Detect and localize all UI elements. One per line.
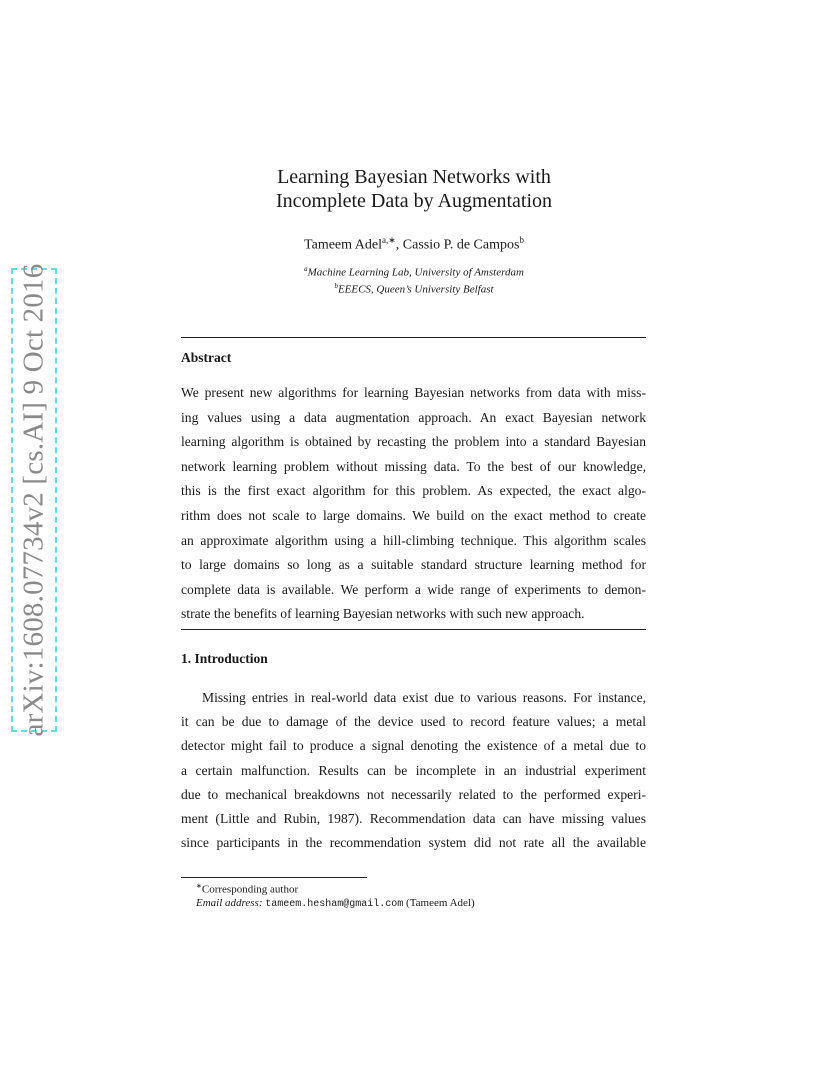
abstract-line: strate the benefits of learning Bayesian networks with such new approach. [181, 606, 585, 622]
affiliations [0, 263, 828, 296]
abstract-heading: Abstract [181, 350, 232, 365]
abstract-line: network learning problem without missing data. To the best of our knowledge, [181, 458, 646, 474]
intro-line: ment (Little and Rubin, 1987). Recommendation data can have missing values [181, 811, 646, 827]
abstract-bottom-rule [181, 629, 646, 630]
author-2-marks: b [519, 235, 524, 245]
affiliation-a [0, 263, 828, 280]
arxiv-stamp [11, 263, 57, 737]
abstract-line: learning algorithm is obtained by recasting the problem into a standard Bayesian [181, 434, 646, 450]
affiliation-b-text: EEECS, Queen’s University Belfast [337, 283, 494, 296]
affiliation-a-mark: a [304, 265, 308, 273]
email-owner: (Tameem Adel) [406, 896, 475, 909]
footnote-corresponding-text: Corresponding author [201, 883, 299, 896]
intro-line: Missing entries in real-world data exist due to various reasons. For instance, [202, 690, 646, 705]
email-label: Email address: [196, 896, 263, 909]
intro-line: a certain malfunction. Results can be incomplete in an industrial experiment [181, 762, 646, 778]
abstract-line: complete data is available. We perform a wide range of experiments to demon- [181, 581, 646, 597]
abstract-body [181, 381, 646, 627]
email-address: tameem.hesham@gmail.com [265, 898, 404, 910]
abstract-line: We present new algorithms for learning Bayesian networks from data with miss- [181, 385, 646, 400]
author-list [0, 235, 828, 254]
footnote [196, 880, 475, 911]
footnote-rule [181, 877, 367, 878]
author-name-1: Tameem Adel [304, 237, 382, 253]
author-name-2: Cassio P. de Campos [402, 237, 520, 253]
intro-line: due to mechanical breakdowns not necessarily related to the performed experi- [181, 786, 646, 802]
affiliation-a-text: Machine Learning Lab, University of Amsterdam [307, 266, 524, 279]
footnote-mark: ∗ [196, 882, 202, 890]
introduction-body [181, 686, 646, 855]
title-line-2: Incomplete Data by Augmentation [275, 190, 553, 212]
abstract-line: ing values using a data augmentation approach. An exact Bayesian network [181, 409, 646, 425]
affiliation-b-mark: b [334, 281, 338, 290]
abstract-line: this is the first exact algorithm for this problem. As expected, the exact algo- [181, 483, 646, 499]
intro-line: detector might fail to produce a signal denoting the existence of a metal due to [181, 738, 646, 754]
abstract-line: to large domains so long as a suitable standard structure learning method for [181, 557, 646, 573]
author-1-marks: a,∗ [381, 235, 396, 245]
intro-line: it can be due to damage of the device used to record feature values; a metal [181, 714, 646, 730]
abstract-line: rithm does not scale to large domains. We build on the exact method to create [181, 507, 646, 523]
author-separator: , [395, 237, 403, 253]
abstract-line: an approximate algorithm using a hill-climbing technique. This algorithm scales [181, 532, 646, 548]
introduction-heading: 1. Introduction [181, 651, 268, 666]
arxiv-identifier: arXiv:1608.07734v2 [cs.AI] 9 Oct 2016 [17, 263, 50, 737]
intro-line: since participants in the recommendation system did not rate all the available [181, 835, 646, 851]
paper-title [0, 165, 828, 213]
footnote-corresponding [196, 880, 475, 897]
title-line-1: Learning Bayesian Networks with [277, 166, 551, 188]
footnote-email-line [196, 897, 475, 911]
affiliation-b [0, 280, 828, 297]
abstract-top-rule [181, 337, 646, 338]
